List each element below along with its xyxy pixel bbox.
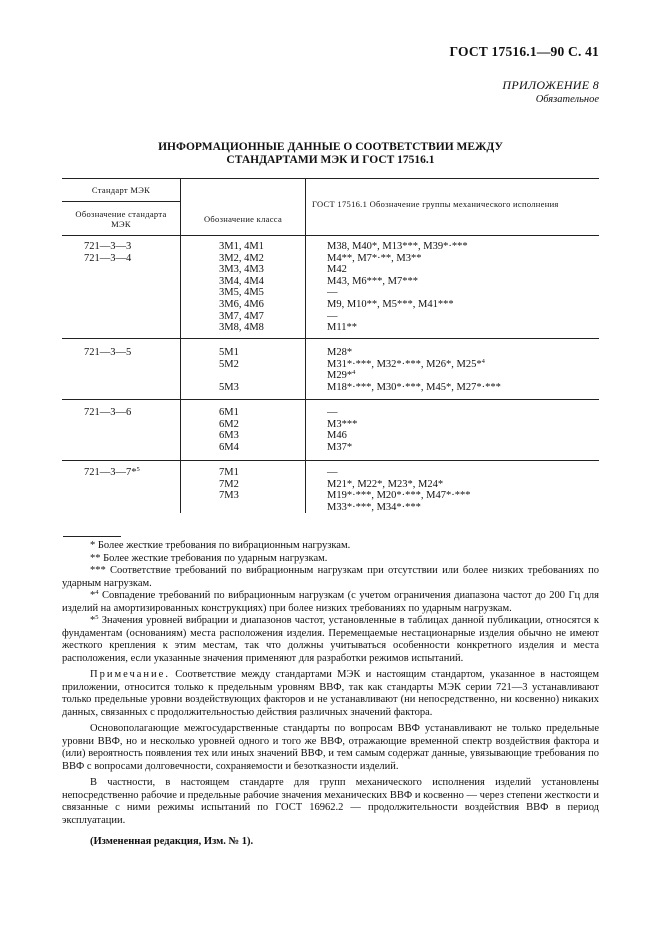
table-top-rule xyxy=(62,178,599,179)
table-cell-line: — xyxy=(327,407,338,418)
table-cell-line: M4**, M7*·**, M3** xyxy=(327,252,422,264)
table-cell-line: 3M4, 4M4 xyxy=(219,275,264,287)
superscript-mark: 4 xyxy=(95,589,99,596)
table-group-rule xyxy=(62,338,599,339)
table-cell-std xyxy=(84,241,131,264)
title-line-2: СТАНДАРТАМИ МЭК И ГОСТ 17516.1 xyxy=(226,154,435,166)
table-subheader-rule xyxy=(62,201,180,202)
table-cell-line: M18*·***, M30*·***, M45*, M27*·*** xyxy=(327,381,501,393)
document-title xyxy=(62,141,599,167)
appendix-label: ПРИЛОЖЕНИЕ 8 xyxy=(502,78,599,92)
table-cell-class xyxy=(219,347,265,393)
table-cell-line: 721—3—4 xyxy=(84,252,132,264)
table-header-rule xyxy=(62,235,599,236)
text-fragment: Соответствие между стандартами МЭК и настоящим стандартом, указанное в настоящем приложении, относится только к предельным уровням ВВФ, так как стандарты МЭК серии 721—3 устанавливают только предельные уровни воздействующих факторов и не устанавливают (ни непосредственно, ни косвенно) никаких данных, связанных с продолжительностью действия различных значений фактора. xyxy=(62,669,599,718)
table-cell-line: 721—3—7*$^5$ xyxy=(84,466,140,478)
paragraph-1: Основополагающие межгосударственные стандарты по вопросам ВВФ устанавливают не только предельные уровни ВВФ, но и несколько уровней одного и того же ВВФ, отражающие временной спектр воздействия фактора и (или) вероятность появления тех или иных значений ВВФ, и тем самым содержат данные, увязывающие требования по ВВФ с вопросами долговечности, сохраняемости и безотказности изделий. xyxy=(62,723,599,772)
table-group-rule xyxy=(62,399,599,400)
table-cell-gost xyxy=(327,407,357,453)
superscript-mark: 5 xyxy=(136,466,140,473)
table-cell-line: 3M5, 4M5 xyxy=(219,287,264,299)
table-cell-std xyxy=(84,467,140,479)
table-cell-line xyxy=(219,502,265,514)
note-label: Примечание. xyxy=(90,669,170,680)
table-header-class: Обозначение класса xyxy=(203,214,283,224)
table-cell-line: 7M3 xyxy=(219,490,239,502)
footnote-4 xyxy=(62,590,599,615)
table-cell-line: M42 xyxy=(327,264,347,276)
footnote-rule xyxy=(63,536,121,537)
table-cell-line: 3M2, 4M2 xyxy=(219,252,264,264)
table-cell-std xyxy=(84,407,131,419)
table-cell-class xyxy=(219,407,265,453)
table-cell-line: 3M8, 4M8 xyxy=(219,322,264,334)
table-cell-line: M38, M40*, M13***, M39*·*** xyxy=(327,241,468,252)
superscript-mark: 4 xyxy=(481,357,485,365)
footnote-2: ** Более жесткие требования по ударным нагрузкам. xyxy=(90,552,328,564)
table-cell-line: M43, M6***, M7*** xyxy=(327,275,419,287)
appendix-block xyxy=(502,78,599,105)
table-cell-line: M28* xyxy=(327,347,353,358)
table-col-divider xyxy=(180,178,181,513)
table-cell-line: 6M4 xyxy=(219,441,239,453)
superscript-mark: 4 xyxy=(352,369,356,377)
table-cell-gost xyxy=(327,241,468,334)
table-cell-line: — xyxy=(327,287,338,299)
table-cell-line: 3M7, 4M7 xyxy=(219,310,264,322)
table-cell-line: M19*·***, M20*·***, M47*·*** xyxy=(327,490,471,502)
table-cell-line: M29*$^4$ xyxy=(327,369,356,382)
table-col-divider xyxy=(305,178,306,513)
table-cell-line: 721—3—5 xyxy=(84,347,132,358)
table-cell-line: M3*** xyxy=(327,418,358,430)
text-fragment: * xyxy=(90,615,96,626)
table-cell-line: 5M2 xyxy=(219,358,239,370)
table-cell-line: 6M3 xyxy=(219,430,239,442)
table-cell-line: 5M3 xyxy=(219,381,239,393)
revision-note: (Измененная редакция, Изм. № 1). xyxy=(90,836,254,847)
table-header-iec-standard: Обозначение стандарта МЭК xyxy=(75,209,167,229)
text-fragment: * xyxy=(90,590,96,601)
table-cell-line: 7M1 xyxy=(219,467,239,478)
table-cell-line: M11** xyxy=(327,322,357,334)
table-cell-line: M37* xyxy=(327,441,353,453)
table-cell-line: 6M2 xyxy=(219,418,239,430)
table-cell-line: M33*·***, M34*·*** xyxy=(327,501,421,513)
title-line-1: ИНФОРМАЦИОННЫЕ ДАННЫЕ О СООТВЕТСТВИИ МЕЖДУ xyxy=(158,141,503,153)
table-group-rule xyxy=(62,460,599,461)
table-cell-line: M31*·***, M32*·***, M26*, M25*$^4$ xyxy=(327,357,485,370)
table-cell-line: 6M1 xyxy=(219,407,239,418)
table-cell-gost xyxy=(327,467,471,513)
table-cell-std xyxy=(84,347,131,359)
table-cell-line xyxy=(219,370,265,382)
text-fragment: Совпадение требований по вибрационным нагрузкам (с учетом ограничения диапазона частот до 200 Гц для изделий на амортизированных конструкциях) при более низких требованиях по ударным нагрузкам. xyxy=(62,590,599,614)
table-cell-line: 7M2 xyxy=(219,478,239,490)
table-cell-class xyxy=(219,241,265,334)
table-cell-line: 3M6, 4M6 xyxy=(219,298,264,310)
table-cell-line: — xyxy=(327,310,338,322)
footnote-3: *** Соответствие требований по вибрационным нагрузкам при отсутствии или более низких требованиях по ударным нагрузкам. xyxy=(62,565,599,589)
footnote-5 xyxy=(62,615,599,665)
table-cell-line: 721—3—3 xyxy=(84,241,132,252)
table-header-group: Стандарт МЭК xyxy=(91,185,151,195)
table-cell-line: M21*, M22*, M23*, M24* xyxy=(327,478,444,490)
table-header-gost-group: ГОСТ 17516.1 Обозначение группы механического исполнения xyxy=(312,199,559,209)
note-paragraph xyxy=(62,669,599,719)
table-cell-line: 5M1 xyxy=(219,347,239,358)
table-cell-line: 721—3—6 xyxy=(84,407,132,418)
body-text xyxy=(62,540,599,849)
appendix-status: Обязательное xyxy=(535,94,599,105)
table-cell-class xyxy=(219,467,265,513)
footnote-1: * Более жесткие требования по вибрационным нагрузкам. xyxy=(90,540,351,551)
table-cell-gost xyxy=(327,347,501,393)
table-cell-line: — xyxy=(327,467,338,478)
table-cell-line: 3M1, 4M1 xyxy=(219,241,264,252)
paragraph-2: В частности, в настоящем стандарте для групп механического исполнения изделий установлены непосредственно рабочие и предельные рабочие значения механических ВВФ и косвенно — через степени жесткости и связанные с ними режимы испытаний по ГОСТ 16962.2 — продолжительности воздействия ВВФ в период эксплуатации. xyxy=(62,777,599,826)
page-header: ГОСТ 17516.1—90 С. 41 xyxy=(449,44,599,59)
text-fragment: Значения уровней вибрации и диапазонов частот, установленные в таблицах данной публикации, относятся к фундаментам (основаниям) места расположения изделия. Перемещаемые нестационарные изделия обычно не имеют жесткого крепления к этим местам, так что должны учитываться особенности конкретного изделия и места расположения, если указанные значения применяют для разработки режимов испытаний. xyxy=(62,615,599,664)
table-cell-line: M46 xyxy=(327,430,347,442)
table-cell-line: 3M3, 4M3 xyxy=(219,264,264,276)
superscript-mark: 5 xyxy=(95,614,99,621)
table-cell-line: M9, M10**, M5***, M41*** xyxy=(327,298,454,310)
